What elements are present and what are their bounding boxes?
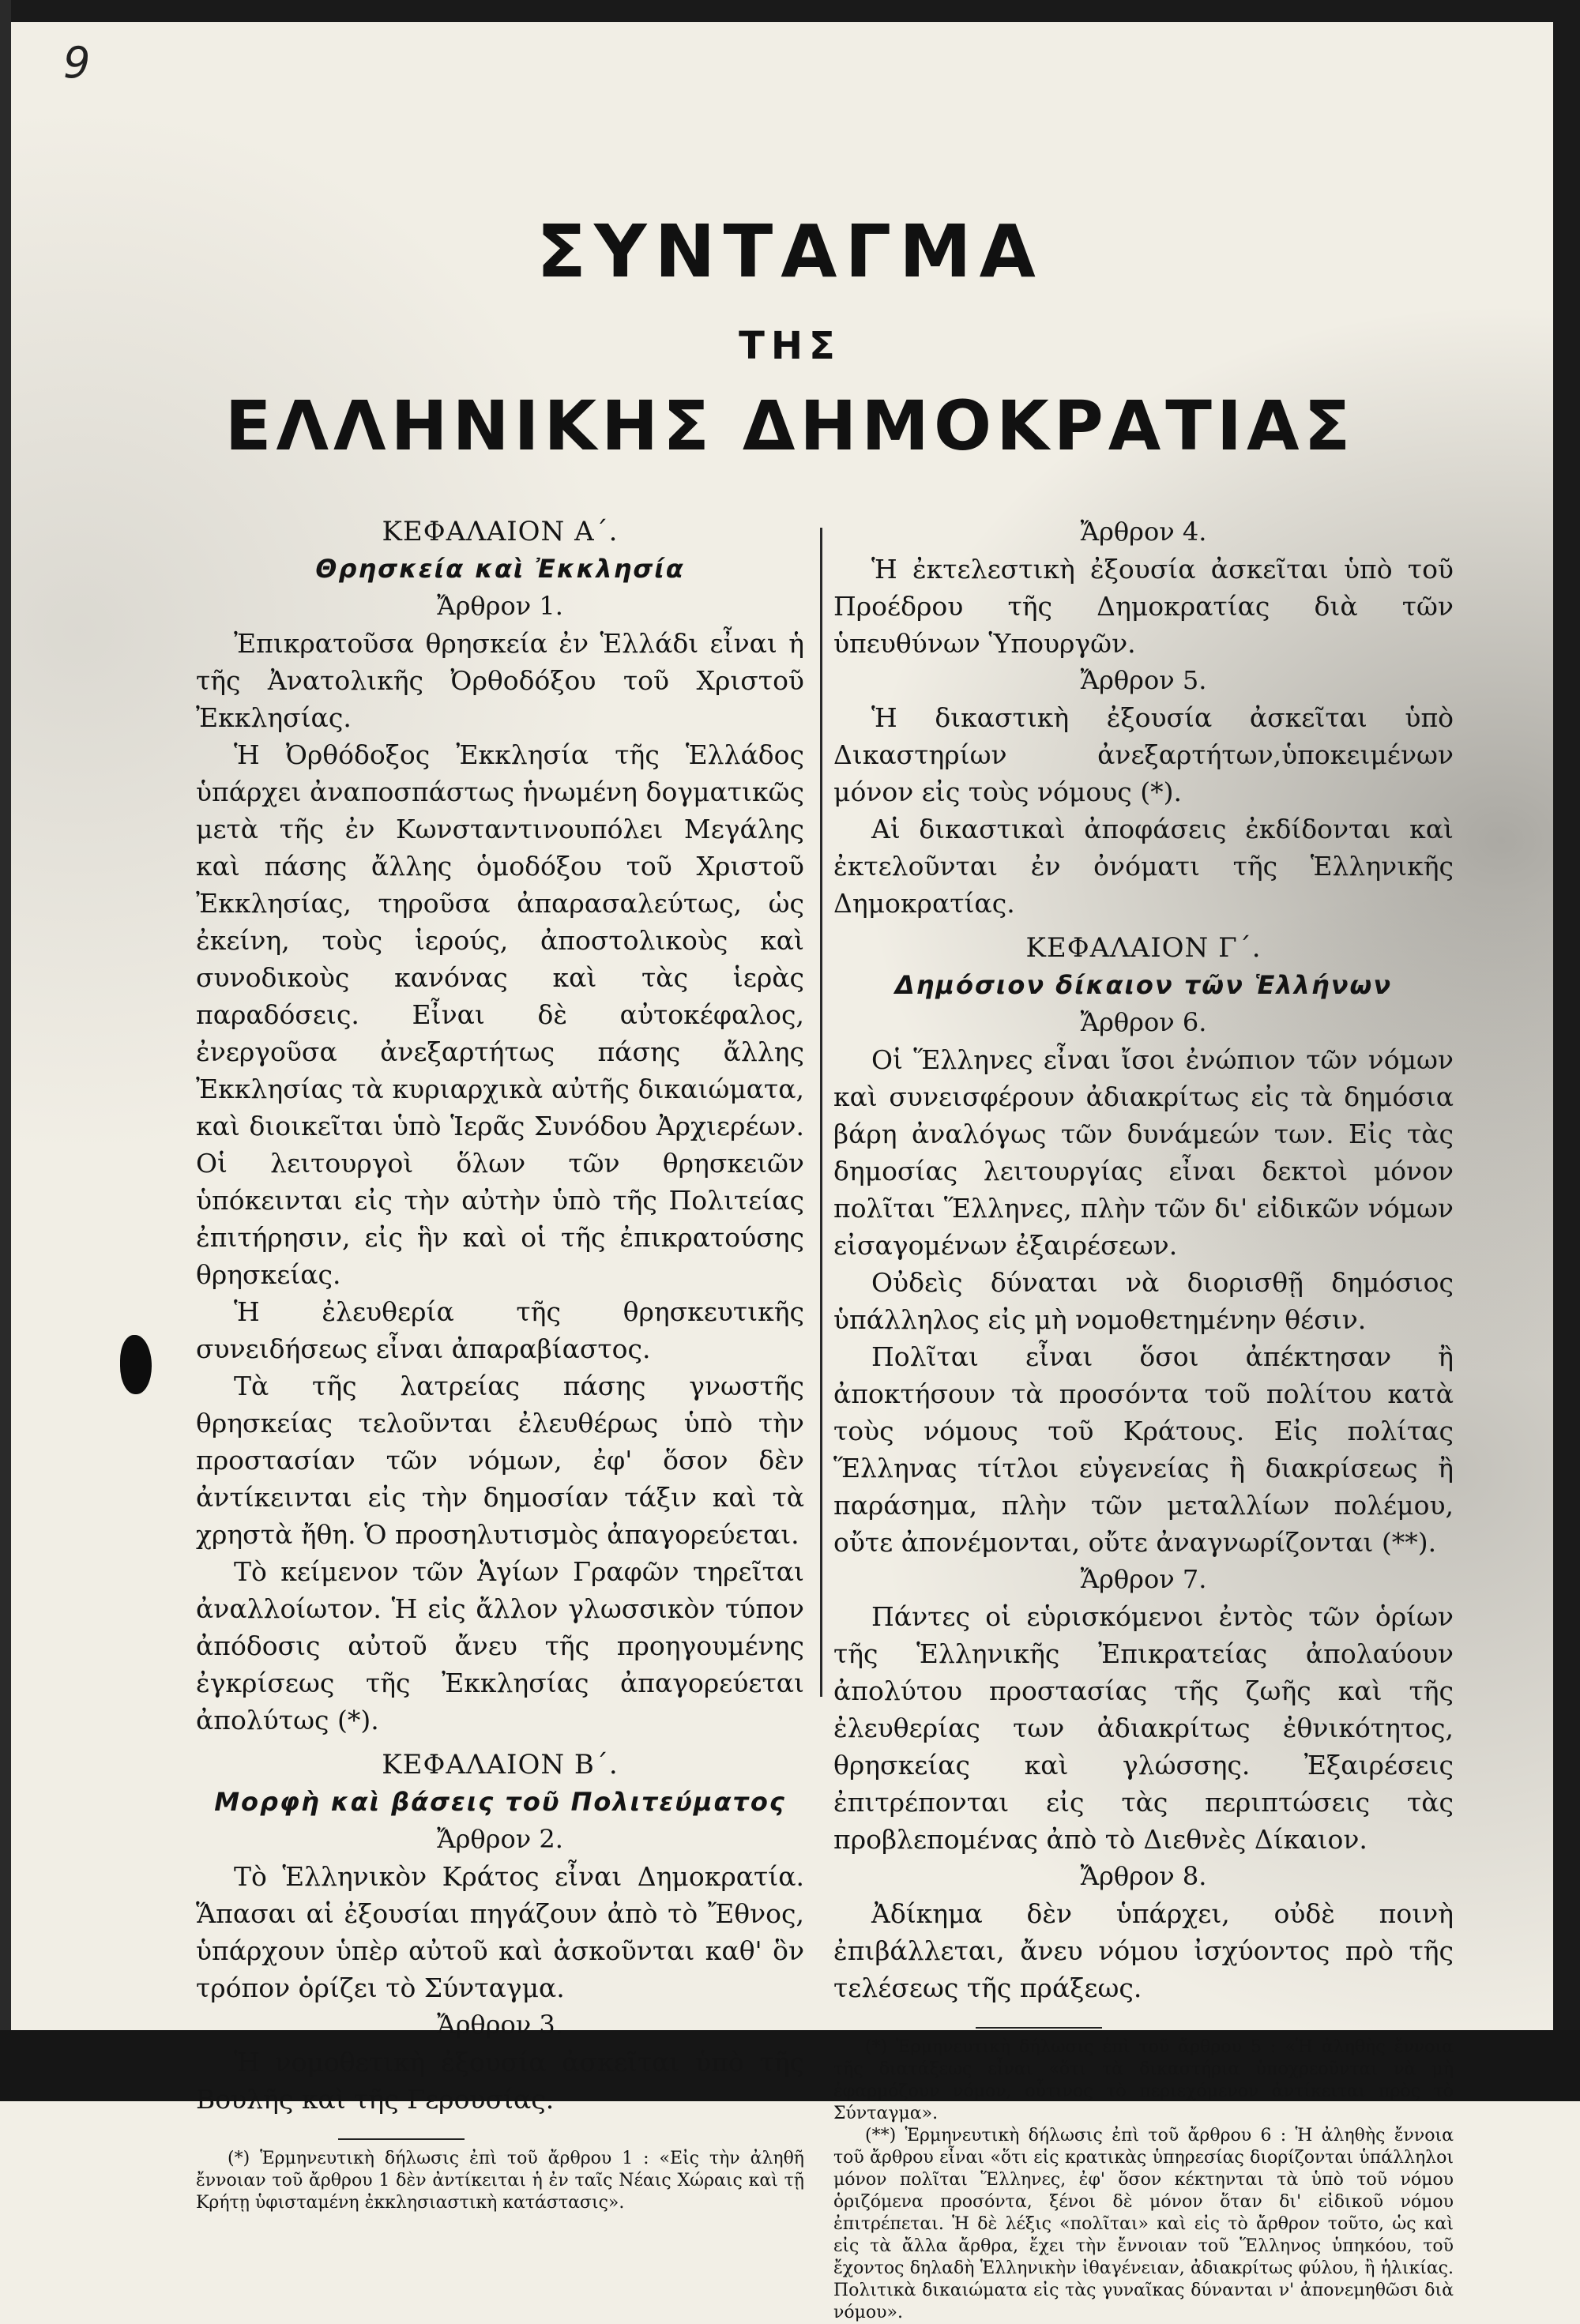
paragraph: Πολῖται εἶναι ὅσοι ἀπέκτησαν ἢ ἀποκτήσουν τὰ προσόντα τοῦ πολίτου κατὰ τοὺς νόμους τοῦ Κράτους. Εἰς πολίτας Ἕλληνας τίτλοι εὐγενείας ἢ διακρίσεως ἢ παράσημα, πλὴν τῶν μεταλλίων πολέμου, οὔτε ἀπονέμονται, οὔτε ἀναγνωρίζονται (**). [833,1341,1454,1558]
title-main: ΣΥΝΤΑΓΜΑ [536,209,1044,294]
paragraph: Οἱ Ἕλληνες εἶναι ἴσοι ἐνώπιον τῶν νόμων καὶ συνεισφέρουν ἀδιακρίτως εἰς τὰ δημόσια βάρη ἀναλόγως τῶν δυνάμεών των. Εἰς τὰς δημοσίας λειτουργίας εἶναι δεκτοὶ μόνον πολῖται Ἕλληνες, πλὴν τῶν δι' εἰδικῶν νόμων εἰσαγομένων ἐξαιρέσεων. [833,1044,1454,1261]
footnote-rule [976,2027,1102,2029]
title-line2: ΕΛΛΗΝΙΚΗΣ ΔΗΜΟΚΡΑΤΙΑΣ [224,387,1356,466]
paragraph: Ἡ ἐκτελεστικὴ ἐξουσία ἀσκεῖται ὑπὸ τοῦ Προέδρου τῆς Δημοκρατίας διὰ τῶν ὑπευθύνων Ὑπουργῶν. [833,554,1454,659]
scan-edge-top [0,0,1580,22]
chapter-heading: ΚΕΦΑΛΑΙΟΝ Γ΄. [1025,932,1262,964]
paragraph: Ἡ ἐλευθερία τῆς θρησκευτικῆς συνειδήσεως εἶναι ἀπαραβίαστος. [196,1296,804,1364]
chapter-heading: ΚΕΦΑΛΑΙΟΝ Α΄. [382,516,619,547]
chapter-title: Θρησκεία καὶ Ἐκκλησία [315,554,685,584]
paragraph: Τὸ κείμενον τῶν Ἁγίων Γραφῶν τηρεῖται ἀναλλοίωτον. Ἡ εἰς ἄλλον γλωσσικὸν τύπον ἀπόδοσις αὐτοῦ ἄνευ τῆς προηγουμένης ἐγκρίσεως τῆς Ἐκκλησίας ἀπαγορεύεται ἀπολύτως (*). [196,1556,804,1735]
article-heading: Ἄρθρον 2. [437,1824,563,1854]
paragraph: Ἀδίκημα δὲν ὑπάρχει, οὐδὲ ποινὴ ἐπιβάλλεται, ἄνευ νόμου ἰσχύοντος πρὸ τῆς τελέσεως τῆς πράξεως. [833,1898,1454,2003]
footnote-rule [338,2138,465,2140]
paragraph: Ἡ νομοθετικὴ ἐξουσία ἀσκεῖται ὑπὸ τῆς Βουλῆς καὶ τῆς Γερουσίας. [196,2047,804,2115]
article-heading: Ἄρθρον 1. [437,591,563,621]
article-heading: Ἄρθρον 7. [1080,1564,1207,1594]
page-number: 9 [63,38,91,88]
ink-blot [120,1335,152,1394]
paragraph: Τὸ Ἑλληνικὸν Κράτος εἶναι Δημοκρατία. Ἅπασαι αἱ ἐξουσίαι πηγάζουν ἀπὸ τὸ Ἔθνος, ὑπάρχουν ὑπὲρ αὐτοῦ καὶ ἀσκοῦνται καθ' ὃν τρόπον ὁρίζει τὸ Σύνταγμα. [196,1861,804,2003]
paragraph: Τὰ τῆς λατρείας πάσης γνωστῆς θρησκείας τελοῦνται ἐλευθέρως ὑπὸ τὴν προστασίαν τῶν νόμων, ἐφ' ὅσον δὲν ἀντίκεινται εἰς τὴν δημοσίαν τάξιν καὶ τὰ χρηστὰ ἤθη. Ὁ προσηλυτισμὸς ἀπαγορεύεται. [196,1371,804,1550]
title-sub: ΤΗΣ [739,324,841,368]
chapter-title: Μορφὴ καὶ βάσεις τοῦ Πολιτεύματος [214,1787,786,1817]
article-heading: Ἄρθρον 5. [1080,665,1207,695]
paragraph: Ἐπικρατοῦσα θρησκεία ἐν Ἑλλάδι εἶναι ἡ τῆς Ἀνατολικῆς Ὀρθοδόξου τοῦ Χριστοῦ Ἐκκλησίας. [196,628,804,733]
paragraph: Ἡ δικαστικὴ ἐξουσία ἀσκεῖται ὑπὸ Δικαστηρίων ἀνεξαρτήτων,ὑποκειμένων μόνον εἰς τοὺς νόμους (*). [833,702,1454,807]
left-column [196,513,804,2214]
scan-edge-right [1553,0,1580,2101]
footnote: (**) Ἑρμηνευτικὴ δήλωσις ἐπὶ τοῦ ἄρθρου 6 : Ἡ ἀληθὴς ἔννοια τοῦ ἄρθρου εἶναι «ὅτι εἰς κρατικὰς ὑπηρεσίας διορίζονται ὑπάλληλοι μόνον πολῖται Ἕλληνες, ἐφ' ὅσον κέκτηνται τὰ ὑπὸ τοῦ νόμου ὁριζόμενα προσόντα, ξένοι δὲ μόνον ὅταν δι' εἰδικοῦ νόμου ἐπιτρέπεται. Ἡ δὲ λέξις «πολῖται» καὶ εἰς τὸ ἄρθρον τοῦτο, ὡς καὶ εἰς τὰ ἄλλα ἄρθρα, ἔχει τὴν ἔννοιαν τοῦ Ἕλληνος ὑπηκόου, τοῦ ἔχοντος δηλαδὴ Ἑλληνικὴν ἰθαγένειαν, ἀδιακρίτως φύλου, ἢ ἡλικίας. Πολιτικὰ δικαιώματα εἰς τὰς γυναῖκας δύνανται ν' ἀπονεμηθῶσι διὰ νόμου». [833,2126,1454,2322]
paragraph: Αἱ δικαστικαὶ ἀποφάσεις ἐκδίδονται καὶ ἐκτελοῦνται ἐν ὀνόματι τῆς Ἑλληνικῆς Δημοκρατίας. [833,814,1454,919]
column-divider [820,528,822,1697]
scan-edge-left [0,0,11,2101]
chapter-heading: ΚΕΦΑΛΑΙΟΝ Β΄. [382,1749,619,1781]
footnote: (*) Ἑρμηνευτικὴ δήλωσις ἐπὶ τοῦ ἄρθρου 5 : «Ἡ ἀληθὴς ἔννοια τῆς διατάξεως εἶναι «ὅτι τὰ δικαστήρια ὑποχρεοῦνται νὰ μὴ ἐφαρμόζουν νόμον, οὗτινος τὸ περιεχόμενον ἀντίκειται πρὸς τὸ Σύνταγμα». [833,2037,1454,2123]
paragraph: Πάντες οἱ εὑρισκόμενοι ἐντὸς τῶν ὁρίων τῆς Ἑλληνικῆς Ἐπικρατείας ἀπολαύουν ἀπολύτου προστασίας τῆς ζωῆς καὶ τῆς ἐλευθερίας των ἀδιακρίτως ἐθνικότητος, θρησκείας καὶ γλώσσης. Ἐξαιρέσεις ἐπιτρέπονται εἰς τὰς περιπτώσεις τὰς προβλεπομένας ἀπὸ τὸ Διεθνὲς Δίκαιον. [833,1601,1454,1855]
article-heading: Ἄρθρον 6. [1080,1007,1207,1037]
footnote: (*) Ἑρμηνευτικὴ δήλωσις ἐπὶ τοῦ ἄρθρου 1 : «Εἰς τὴν ἀληθῆ ἔννοιαν τοῦ ἄρθρου 1 δὲν ἀντίκειται ἡ ἐν ταῖς Νέαις Χώραις καὶ τῇ Κρήτῃ ὑφισταμένη ἐκκλησιαστικὴ κατάστασις». [196,2149,804,2213]
paragraph: Οὐδεὶς δύναται νὰ διορισθῇ δημόσιος ὑπάλληλος εἰς μὴ νομοθετημένην θέσιν. [833,1267,1454,1335]
article-heading: Ἄρθρον 3. [437,2010,563,2040]
article-heading: Ἄρθρον 4. [1080,517,1207,547]
chapter-title: Δημόσιον δίκαιον τῶν Ἑλλήνων [894,970,1393,1000]
article-heading: Ἄρθρον 8. [1080,1861,1207,1891]
paragraph: Ἡ Ὀρθόδοξος Ἐκκλησία τῆς Ἑλλάδος ὑπάρχει ἀναποσπάστως ἡνωμένη δογματικῶς μετὰ τῆς ἐν Κωνσταντινουπόλει Μεγάλης καὶ πάσης ἄλλης ὁμοδόξου τοῦ Χριστοῦ Ἐκκλησίας, τηροῦσα ἀπαρασαλεύτως, ὡς ἐκείνη, τοὺς ἱερούς, ἀποστολικοὺς καὶ συνοδικοὺς κανόνας καὶ τὰς ἱερὰς παραδόσεις. Εἶναι δὲ αὐτοκέφαλος, ἐνεργοῦσα ἀνεξαρτήτως πάσης ἄλλης Ἐκκλησίας τὰ κυριαρχικὰ αὐτῆς δικαιώματα, καὶ διοικεῖται ὑπὸ Ἱερᾶς Συνόδου Ἀρχιερέων. Οἱ λειτουργοὶ ὅλων τῶν θρησκειῶν ὑπόκεινται εἰς τὴν αὐτὴν ὑπὸ τῆς Πολιτείας ἐπιτήρησιν, εἰς ἣν καὶ οἱ τῆς ἐπικρατούσης θρησκείας. [196,739,804,1290]
right-column [833,513,1454,2324]
